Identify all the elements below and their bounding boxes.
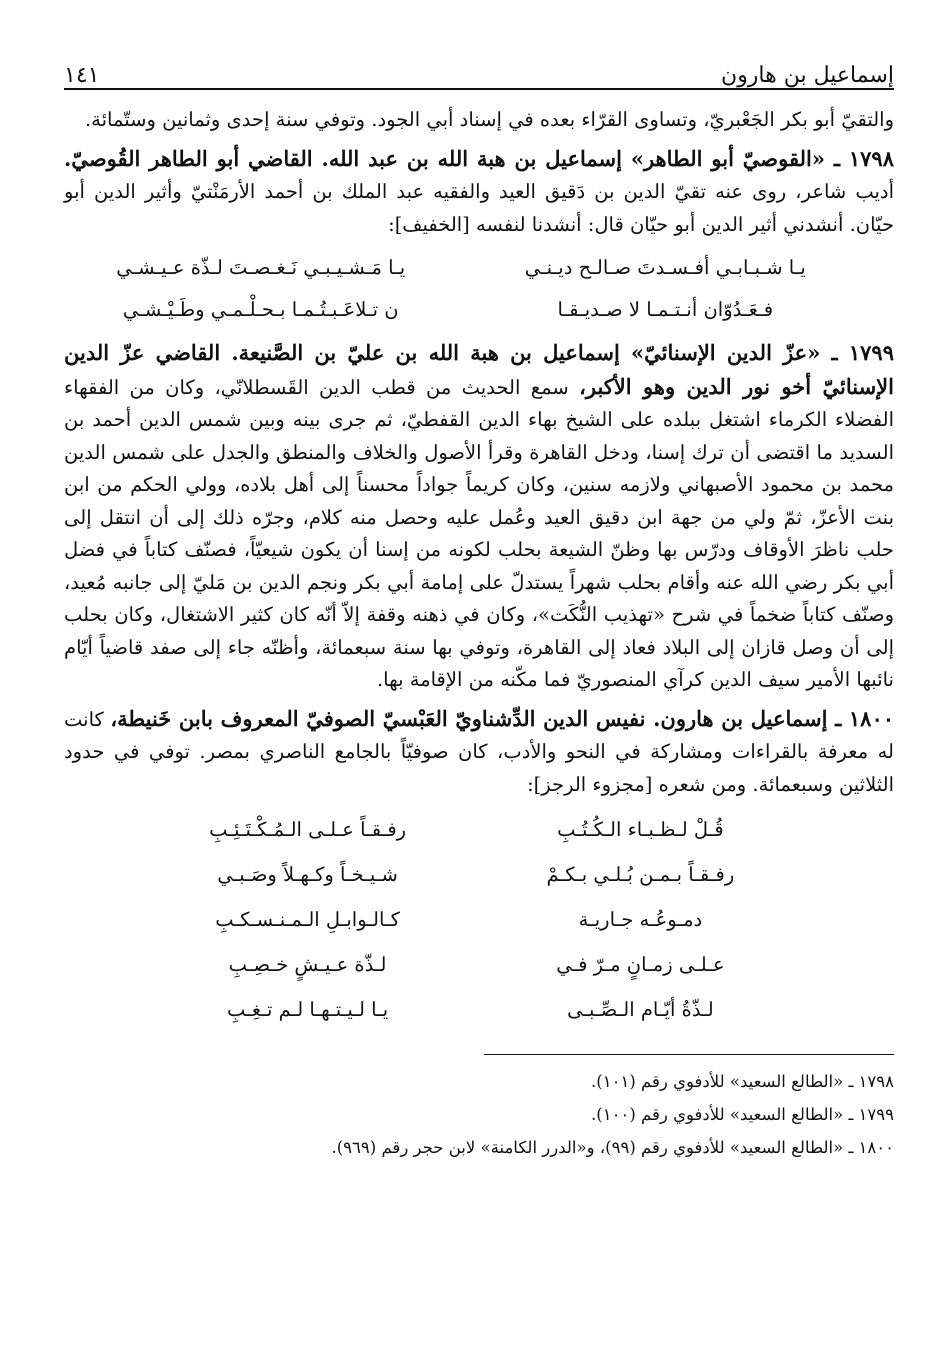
verse bbox=[64, 987, 894, 1032]
entry-1799-heading: ١٧٩٩ ـ «عزّ الدين الإسنائيّ» إسماعيل بن هبة الله بن عليّ بن الصَّنيعة. القاضي عزّ الدين الإسنائيّ أخو نور الدين وهو الأكبر، bbox=[64, 340, 894, 399]
continuation-paragraph: والتقيّ أبو بكر الجَعْبريّ، وتساوى القرّاء بعده في إسناد أبي الجود. وتوفي سنة إحدى وثمانين وستّمائة. bbox=[84, 108, 894, 131]
verse-second-hemistich: يـا لـيـتـهـا لـم تـغِـبِ bbox=[226, 998, 389, 1021]
poem-1798 bbox=[64, 247, 894, 331]
verse-first-hemistich: دمـوعُـه جـاريـة bbox=[578, 908, 703, 931]
verse-second-hemistich: شـيـخـاً وكـهـلاً وصَـبـي bbox=[217, 863, 398, 886]
footnote-1798: ١٧٩٨ ـ «الطالع السعيد» للأدفوي رقم (١٠١). bbox=[591, 1072, 894, 1091]
running-header bbox=[64, 40, 894, 90]
footnote-divider bbox=[484, 1054, 894, 1055]
entry-1798-heading: ١٧٩٨ ـ «القوصيّ أبو الطاهر» إسماعيل بن هبة الله بن عبد الله. القاضي أبو الطاهر القُوصيّ. bbox=[64, 145, 894, 171]
verse bbox=[64, 897, 894, 942]
verse bbox=[64, 247, 894, 289]
verse bbox=[64, 942, 894, 987]
footnote-1800: ١٨٠٠ ـ «الطالع السعيد» للأدفوي رقم (٩٩)، و«الدرر الكامنة» لابن حجر رقم (٩٦٩). bbox=[331, 1138, 894, 1157]
document-page bbox=[64, 40, 894, 1164]
verse bbox=[64, 289, 894, 331]
verse-first-hemistich: لـذّةُ أيّـام الـصِّـبـى bbox=[567, 998, 714, 1021]
verse-first-hemistich: رفـقـاً بـمـن بُـلـي بـكـمْ bbox=[546, 863, 735, 886]
entry-1800-heading: ١٨٠٠ ـ إسماعيل بن هارون. نفيس الدين الدِّشناويّ العَبْسيّ الصوفيّ المعروف بابن خَنيطة، bbox=[110, 705, 895, 731]
page-number: ١٤١ bbox=[64, 63, 100, 88]
verse-second-hemistich: رفـقـاً عـلـى الـمُـكْـتَـئِـبِ bbox=[209, 818, 407, 841]
main-text bbox=[64, 104, 894, 1032]
verse-first-hemistich: عـلـى زمـانٍ مـرّ فـي bbox=[556, 953, 725, 976]
verse-first-hemistich: فـعَـدُوّان أنـتـمـا لا صـديـقـا bbox=[557, 298, 774, 321]
entry-1799-text: سمع الحديث من قطب الدين القَسطلانّي، وكان من الفقهاء الفضلاء الكرماء اشتغل ببلده على الشيخ بهاء الدين القفطيّ، ثم جرى بينه وبين شمس الدين أحمد بن السديد ما اقتضى أن ترك إسنا، ودخل القاهرة وقرأ الأصول والخلاف والمنطق والجدل على شمس الدين محمد بن محمود الأصبهاني ولازمه سنين، وكان كريماً جواداً محسناً إلى أهل بلاده، وولي الحكم من ابن بنت الأعزّ، ثمّ ولي من جهة ابن دقيق العيد وعُمل عليه وحصل منه كلام، وجرّه ذلك إلى أن انتقل إلى حلب ناظرَ الأوقاف ودرّس بها وظنّ الشيعة بحلب لكونه من إسنا أن يكون شيعيّاً، فصنّف كتاباً في فضل أبي بكر رضي الله عنه وأقام بحلب شهراً يستدلّ على إمامة أبي بكر ونجم الدين بن مَليّ إلى جانبه مُعيد، وصنّف كتاباً ضخماً في شرح «تهذيب النُّكَت»، وكان في ذهنه وقفة إلاّ أنّه كان كثير الاشتغال، وكان بحلب إلى أن وصل قازان إلى البلاد فعاد إلى القاهرة، وتوفي بها سنة سبعمائة، وأظنّه جاء إلى صفد قاضياً أيّام نائبها الأمير سيف الدين كرآي المنصوريّ فما مكّنه من الإقامة بها. bbox=[64, 375, 894, 691]
poem-1800 bbox=[64, 807, 894, 1032]
entry-1798-text: أديب شاعر، روى عنه تقيّ الدين بن دَقيق العيد والفقيه عبد الملك بن أحمد الأرمَنْتيّ وأثير الدين أبو حيّان. أنشدني أثير الدين أبو حيّان قال: أنشدنا لنفسه [الخفيف]: bbox=[64, 180, 894, 236]
verse bbox=[64, 852, 894, 897]
verse bbox=[64, 807, 894, 852]
verse-first-hemistich: قُـلْ لـظـبـاء الـكُـتُـبِ bbox=[557, 818, 724, 841]
verse-second-hemistich: ن تـلاعَـبـتُـمـا بـحـلْـمـي وطَـيْـشـي bbox=[122, 298, 399, 321]
entry-1800-text: كانت له معرفة بالقراءات ومشاركة في النحو والأدب، كان صوفيّاً بالجامع الناصري بمصر. توفي في حدود الثلاثين وسبعمائة. ومن شعره [مجزوء الرجز]: bbox=[64, 707, 894, 796]
verse-second-hemistich: كـالـوابـلِ الـمـنـسـكـبِ bbox=[215, 908, 400, 931]
verse-first-hemistich: يـا شـبـابـي أفـسـدتَ صـالـح ديـنـي bbox=[524, 256, 806, 279]
verse-second-hemistich: لـذّة عـيـشٍ خـصِـبِ bbox=[228, 953, 387, 976]
verse-second-hemistich: يـا مَـشـيـبـي نَـغـصـتَ لـذّة عـيـشـي bbox=[116, 256, 406, 279]
entry-1799 bbox=[64, 337, 894, 697]
footnote-1799: ١٧٩٩ ـ «الطالع السعيد» للأدفوي رقم (١٠٠). bbox=[591, 1105, 894, 1124]
entry-1800 bbox=[64, 703, 894, 802]
header-title: إسماعيل بن هارون bbox=[721, 63, 894, 88]
entry-1798 bbox=[64, 143, 894, 242]
footnotes bbox=[64, 1065, 894, 1164]
